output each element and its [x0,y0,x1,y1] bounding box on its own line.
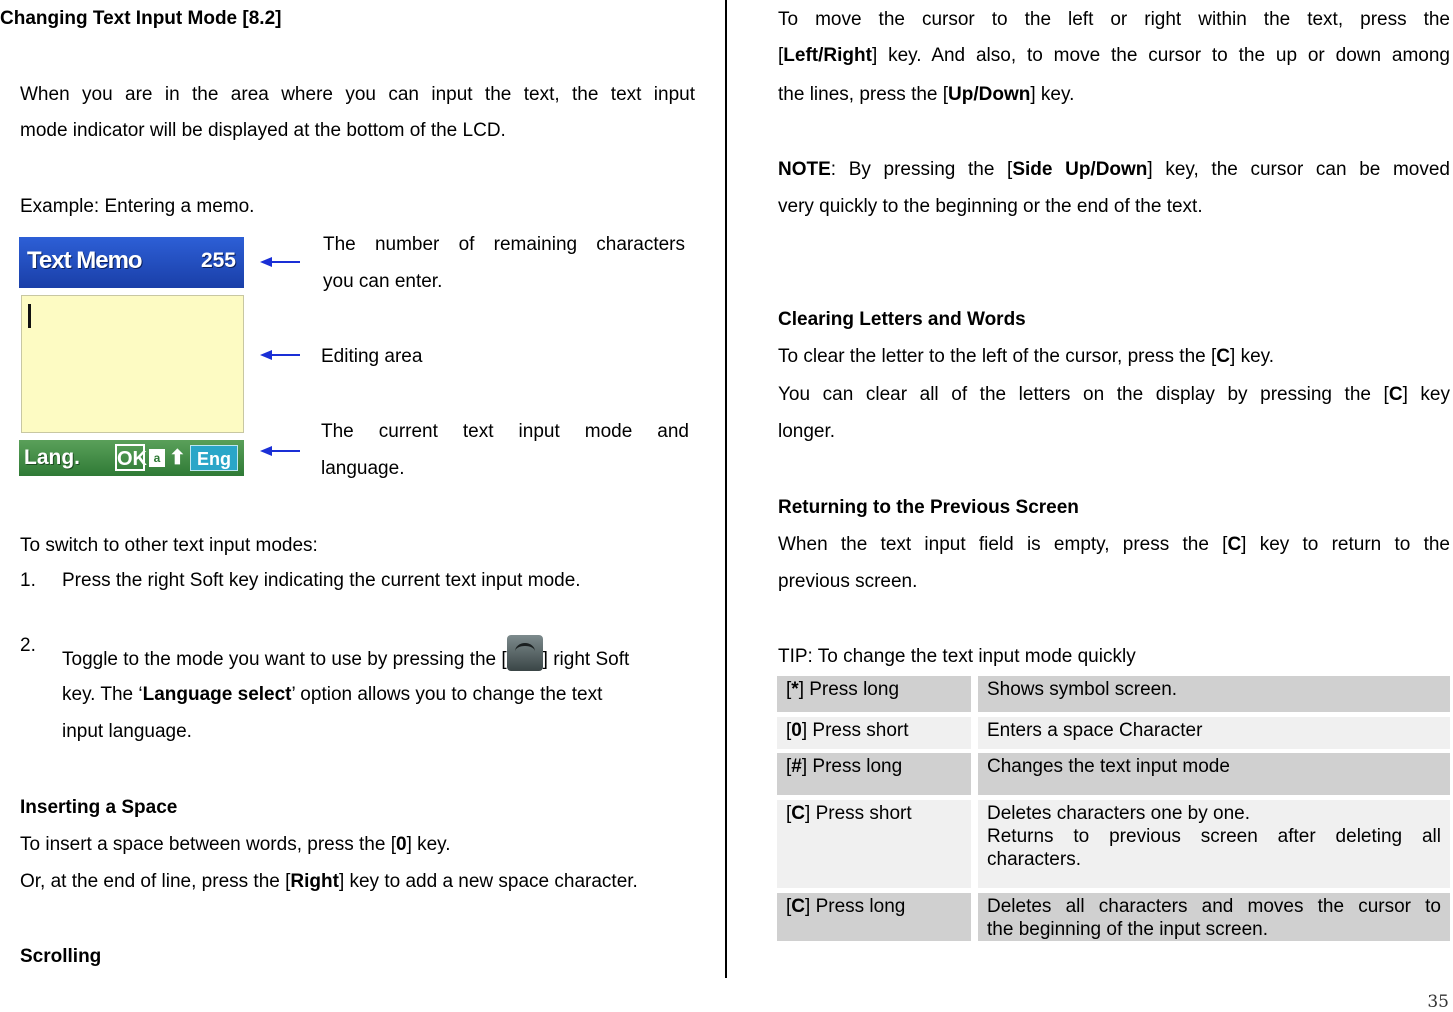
tip-key: # [791,756,802,777]
space-line-2 [20,871,638,893]
key-c: C [1216,346,1231,367]
scroll-heading: Scrolling [20,946,102,967]
tip-desc-cell [978,893,1450,941]
tip-action: ] Press long [801,756,903,777]
step-2-line-1 [62,635,629,671]
intro-line-1: When you are in the area where you can input the text, the text input [20,84,695,105]
tip-key: * [791,679,799,700]
tip-desc: the beginning of the input screen. [987,919,1268,940]
tip-heading: TIP: To change the text input mode quickly [778,646,1136,667]
callout-3-line-2: language. [321,458,405,479]
tip-desc: Changes the text input mode [987,756,1230,777]
phone-mode-box-icon: a [149,449,165,467]
phone-mode-lang: Eng [190,445,238,471]
step-2-l2-pre: key. The ‘ [62,684,143,705]
key-c: C [1227,534,1242,555]
scroll-line-3 [778,84,1074,106]
example-label: Example: Entering a memo. [20,196,255,217]
callout-arrow-icon [260,349,300,361]
column-divider [725,0,727,978]
space-l2-pre: Or, at the end of line, press the [ [20,871,291,892]
table-row [777,717,1450,749]
tip-key: 0 [791,720,802,741]
tip-action: ] Press short [801,720,909,741]
return-heading: Returning to the Previous Screen [778,497,1079,518]
step-2-line-3: input language. [62,721,192,742]
note-line-2: very quickly to the beginning or the end of the text. [778,196,1203,217]
phone-softkey-lang: Lang. [24,446,80,469]
section-heading: Changing Text Input Mode [8.2] [0,8,282,29]
note-label: NOTE [778,159,831,180]
phone-char-count: 255 [200,249,236,272]
callout-1-line-1: The number of remaining characters [323,234,685,255]
phone-title: Text Memo [27,247,142,274]
tip-desc: Shows symbol screen. [987,679,1178,700]
note-line-1 [778,159,1450,181]
space-line-1 [20,834,451,856]
table-row [777,676,1450,712]
space-l1-post: ] key. [406,834,451,855]
clear-l2-post: ] key [1402,384,1450,405]
tip-desc-cell [978,676,1450,712]
scroll-l2-post: ] key. And also, to move the cursor to the up or down among [871,45,1450,66]
table-row [777,800,1450,888]
key-0: 0 [395,834,407,855]
tip-desc: Deletes all characters and moves the cursor to [987,896,1441,917]
intro-line-2: mode indicator will be displayed at the bottom of the LCD. [20,120,506,141]
key-side-up-down: Side Up/Down [1012,159,1148,180]
callout-2: Editing area [321,346,423,367]
switch-intro: To switch to other text input modes: [20,535,318,556]
tip-desc-cell [978,753,1450,795]
step-1-text: Press the right Soft key indicating the current text input mode. [62,570,581,591]
tip-key-cell: [#] Press long [777,753,971,795]
page-number: 35 [1427,992,1449,1012]
clear-l1-pre: To clear the letter to the left of the cursor, press the [ [778,346,1217,367]
space-heading: Inserting a Space [20,797,178,818]
language-select-term: Language select [142,684,292,705]
text-cursor [28,304,31,328]
callout-3-line-1: The current text input mode and [321,421,689,442]
step-1-number: 1. [20,570,36,591]
tip-action: ] Press long [805,896,906,917]
phone-screen-illustration [19,237,244,476]
clear-line-1 [778,346,1274,368]
tip-desc: Deletes characters one by one. [987,803,1250,824]
clear-l1-post: ] key. [1230,346,1275,367]
step-2-pre: Toggle to the mode you want to use by pressing the [ [62,649,507,670]
step-2-post: ] right Soft [542,649,630,670]
step-2-number: 2. [20,635,36,656]
clear-heading: Clearing Letters and Words [778,309,1026,330]
clear-l2-pre: You can clear all of the letters on the display by pressing the [ [778,384,1389,405]
scroll-line-1: To move the cursor to the left or right within the text, press the [778,9,1450,30]
scroll-l3-post: ] key. [1030,84,1075,105]
space-l1-pre: To insert a space between words, press the [ [20,834,396,855]
phone-softkey-ok: OK [115,444,145,471]
clear-line-3: longer. [778,421,836,442]
phone-editing-area [21,295,244,433]
callout-arrow-icon [260,256,300,268]
tip-action: ] Press long [798,679,900,700]
note-l1-a: : By pressing the [ [830,159,1013,180]
tip-key-cell: [C] Press long [777,893,971,941]
tip-desc-cell [978,800,1450,888]
note-l1-b: ] key, the cursor can be moved [1147,159,1450,180]
callout-1-line-2: you can enter. [323,271,443,292]
tip-desc-cell [978,717,1450,749]
tip-desc: characters. [987,849,1081,870]
tip-key-cell: [*] Press long [777,676,971,712]
scroll-l3-pre: the lines, press the [ [778,84,949,105]
callout-arrow-icon [260,445,300,457]
scroll-line-2 [778,45,1450,67]
clear-line-2 [778,384,1450,406]
key-c: C [1388,384,1403,405]
tip-action: ] Press short [805,803,912,824]
return-line-1 [778,534,1450,556]
key-up-down: Up/Down [948,84,1031,105]
step-2-line-2 [62,684,602,706]
tip-desc: Enters a space Character [987,720,1203,741]
tip-key: C [791,896,806,917]
return-l1-post: ] key to return to the [1241,534,1450,555]
phone-shift-arrow-icon: ⬆ [169,447,186,469]
tip-key-cell: [C] Press short [777,800,971,888]
tip-key-cell: [0] Press short [777,717,971,749]
phone-title-bar [19,237,244,288]
return-l1-pre: When the text input field is empty, press the [ [778,534,1228,555]
right-softkey-icon [507,635,543,671]
key-left-right: Left/Right [783,45,872,66]
space-l2-post: ] key to add a new space character. [338,871,638,892]
step-2-l2-post: ’ option allows you to change the text [291,684,603,705]
scroll-l2-pre: [ [778,45,784,66]
table-row [777,893,1450,941]
phone-softkey-bar [19,440,244,476]
key-right: Right [290,871,339,892]
tip-desc: Returns to previous screen after deleting all [987,826,1441,847]
tip-key: C [791,803,806,824]
return-line-2: previous screen. [778,571,918,592]
table-row [777,753,1450,795]
